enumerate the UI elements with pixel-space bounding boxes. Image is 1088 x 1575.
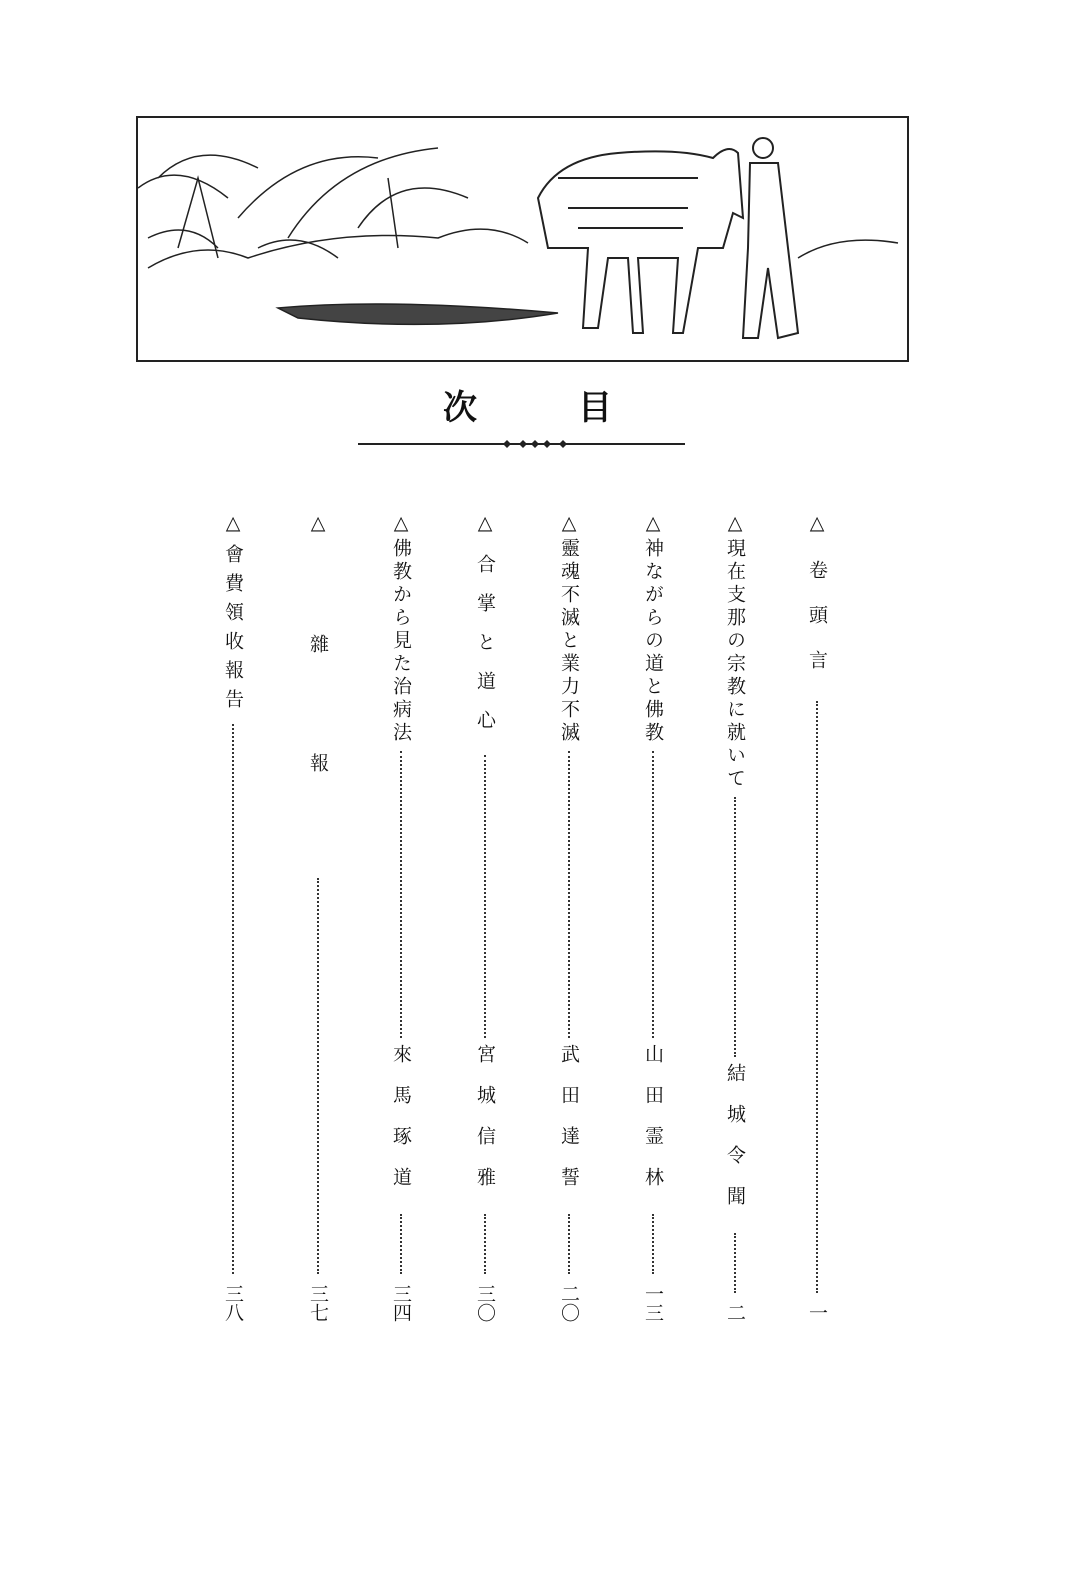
- toc-entry[interactable]: [638, 512, 668, 1322]
- leader-dots: [568, 751, 570, 1038]
- page-number: 三七: [307, 1284, 329, 1322]
- page-number: 三八: [222, 1284, 244, 1322]
- entry-title: △靈魂不滅と業力不滅: [558, 512, 580, 745]
- page-number: 二〇: [558, 1284, 580, 1322]
- leader-dots: [816, 701, 818, 1293]
- leader-dots: [400, 1214, 402, 1274]
- leader-dots: [317, 878, 319, 1274]
- entry-author: 宮城信雅: [474, 1044, 496, 1208]
- entry-author: 山田霊林: [642, 1044, 664, 1208]
- toc-entry[interactable]: [470, 512, 500, 1322]
- page-number: 一: [806, 1303, 828, 1322]
- toc-entry[interactable]: [554, 512, 584, 1322]
- toc-entry[interactable]: [218, 512, 248, 1322]
- entry-title: △卷頭言: [806, 512, 828, 695]
- title-char: 目: [578, 388, 612, 428]
- leader-dots: [484, 1214, 486, 1274]
- page-title: [0, 388, 1088, 438]
- entry-title: △神ながらの道と佛教: [642, 512, 664, 745]
- rule-ornament: [495, 438, 575, 450]
- entry-title: △佛教から見た治病法: [390, 512, 412, 745]
- leader-dots: [484, 755, 486, 1038]
- toc-entry[interactable]: [720, 512, 750, 1322]
- leader-dots: [734, 1233, 736, 1293]
- leader-dots: [232, 724, 234, 1274]
- title-char: 次: [443, 388, 477, 428]
- page-number: 三四: [390, 1284, 412, 1322]
- entry-title: △會費領收報告: [222, 512, 244, 718]
- leader-dots: [734, 797, 736, 1057]
- page-number: 二: [724, 1303, 746, 1322]
- leader-dots: [400, 751, 402, 1038]
- toc-entry[interactable]: [802, 512, 832, 1322]
- leader-dots: [568, 1214, 570, 1274]
- entry-title: △雜報: [307, 512, 329, 872]
- entry-author: 來馬琢道: [390, 1044, 412, 1208]
- leader-dots: [652, 751, 654, 1038]
- entry-author: 武田達誓: [558, 1044, 580, 1208]
- entry-title: △合掌と道心: [474, 512, 496, 749]
- toc-entry[interactable]: [386, 512, 416, 1322]
- page-number: 一三: [642, 1284, 664, 1322]
- entry-title: △現在支那の宗教に就いて: [724, 512, 746, 791]
- page-number: 三〇: [474, 1284, 496, 1322]
- leader-dots: [652, 1214, 654, 1274]
- toc-entry[interactable]: [303, 512, 333, 1322]
- entry-author: 結城令聞: [724, 1063, 746, 1227]
- header-illustration: [136, 116, 909, 362]
